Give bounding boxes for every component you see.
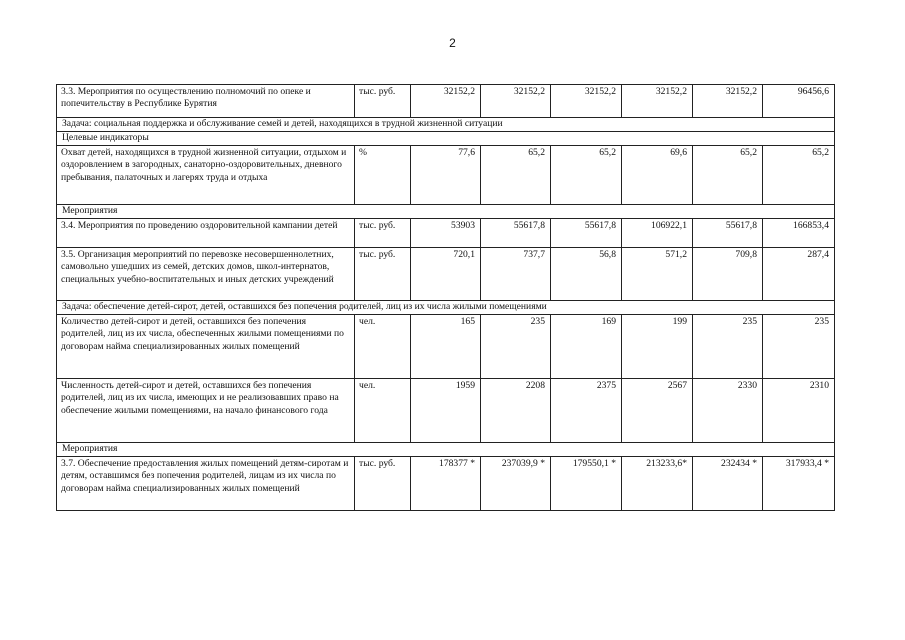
- value-cell: 32152,2: [551, 85, 622, 118]
- value-cell: 2567: [622, 379, 693, 443]
- value-cell: 65,2: [693, 146, 763, 205]
- row-name-cell: 3.3. Мероприятия по осуществлению полномочий по опеке и попечительству в Республике Бурятия: [57, 85, 355, 118]
- unit-cell: тыс. руб.: [355, 219, 411, 248]
- value-cell: 55617,8: [551, 219, 622, 248]
- section-row: [57, 301, 835, 315]
- value-cell: 32152,2: [693, 85, 763, 118]
- value-cell: 2208: [481, 379, 551, 443]
- value-cell: 237039,9 *: [481, 457, 551, 511]
- section-heading: Целевые индикаторы: [57, 132, 835, 146]
- section-row: [57, 118, 835, 132]
- value-cell: 2310: [763, 379, 835, 443]
- value-cell: 199: [622, 315, 693, 379]
- value-cell: 96456,6: [763, 85, 835, 118]
- value-cell: 2330: [693, 379, 763, 443]
- value-cell: 571,2: [622, 248, 693, 301]
- section-row: [57, 132, 835, 146]
- section-heading: Задача: обеспечение детей-сирот, детей, оставшихся без попечения родителей, лиц из их числа жилыми помещениями: [57, 301, 835, 315]
- value-cell: 235: [481, 315, 551, 379]
- value-cell: 106922,1: [622, 219, 693, 248]
- table-row: [57, 146, 835, 205]
- indicators-table: [56, 84, 835, 511]
- unit-cell: тыс. руб.: [355, 85, 411, 118]
- row-name-cell: 3.7. Обеспечение предоставления жилых помещений детям-сиротам и детям, оставшимся без попечения родителей, лицам из их числа по договорам найма специализированных жилых помещений: [57, 457, 355, 511]
- row-name-cell: Охват детей, находящихся в трудной жизненной ситуации, отдыхом и оздоровлением в загородных, санаторно-оздоровительных, дневного пребывания, палаточных и лагерях труда и отдыха: [57, 146, 355, 205]
- unit-cell: чел.: [355, 379, 411, 443]
- section-row: [57, 443, 835, 457]
- value-cell: 65,2: [551, 146, 622, 205]
- value-cell: 169: [551, 315, 622, 379]
- value-cell: 32152,2: [411, 85, 481, 118]
- value-cell: 737,7: [481, 248, 551, 301]
- value-cell: 55617,8: [481, 219, 551, 248]
- table-row: [57, 219, 835, 248]
- table-row: [57, 457, 835, 511]
- table-row: [57, 379, 835, 443]
- value-cell: 77,6: [411, 146, 481, 205]
- value-cell: 317933,4 *: [763, 457, 835, 511]
- value-cell: 55617,8: [693, 219, 763, 248]
- value-cell: 235: [763, 315, 835, 379]
- value-cell: 166853,4: [763, 219, 835, 248]
- unit-cell: %: [355, 146, 411, 205]
- unit-cell: чел.: [355, 315, 411, 379]
- page-number: 2: [449, 36, 456, 50]
- value-cell: 287,4: [763, 248, 835, 301]
- value-cell: 65,2: [481, 146, 551, 205]
- value-cell: 69,6: [622, 146, 693, 205]
- section-heading: Мероприятия: [57, 205, 835, 219]
- row-name-cell: 3.5. Организация мероприятий по перевозке несовершеннолетних, самовольно ушедших из семей, детских домов, школ-интернатов, специальных учебно-воспитательных и иных детских учреждений: [57, 248, 355, 301]
- unit-cell: тыс. руб.: [355, 457, 411, 511]
- value-cell: 56,8: [551, 248, 622, 301]
- value-cell: 213233,6*: [622, 457, 693, 511]
- value-cell: 165: [411, 315, 481, 379]
- value-cell: 2375: [551, 379, 622, 443]
- table-row: [57, 248, 835, 301]
- value-cell: 32152,2: [481, 85, 551, 118]
- value-cell: 53903: [411, 219, 481, 248]
- value-cell: 178377 *: [411, 457, 481, 511]
- value-cell: 720,1: [411, 248, 481, 301]
- value-cell: 232434 *: [693, 457, 763, 511]
- value-cell: 179550,1 *: [551, 457, 622, 511]
- section-row: [57, 205, 835, 219]
- table-row: [57, 85, 835, 118]
- section-heading: Задача: социальная поддержка и обслуживание семей и детей, находящихся в трудной жизненной ситуации: [57, 118, 835, 132]
- table-row: [57, 315, 835, 379]
- value-cell: 709,8: [693, 248, 763, 301]
- unit-cell: тыс. руб.: [355, 248, 411, 301]
- value-cell: 235: [693, 315, 763, 379]
- value-cell: 1959: [411, 379, 481, 443]
- value-cell: 32152,2: [622, 85, 693, 118]
- section-heading: Мероприятия: [57, 443, 835, 457]
- value-cell: 65,2: [763, 146, 835, 205]
- row-name-cell: Количество детей-сирот и детей, оставшихся без попечения родителей, лиц из их числа, обеспеченных жилыми помещениями по договорам найма специализированных жилых помещений: [57, 315, 355, 379]
- row-name-cell: Численность детей-сирот и детей, оставшихся без попечения родителей, лиц из их числа, имеющих и не реализовавших право на обеспечение жилыми помещениями, на начало финансового года: [57, 379, 355, 443]
- row-name-cell: 3.4. Мероприятия по проведению оздоровительной кампании детей: [57, 219, 355, 248]
